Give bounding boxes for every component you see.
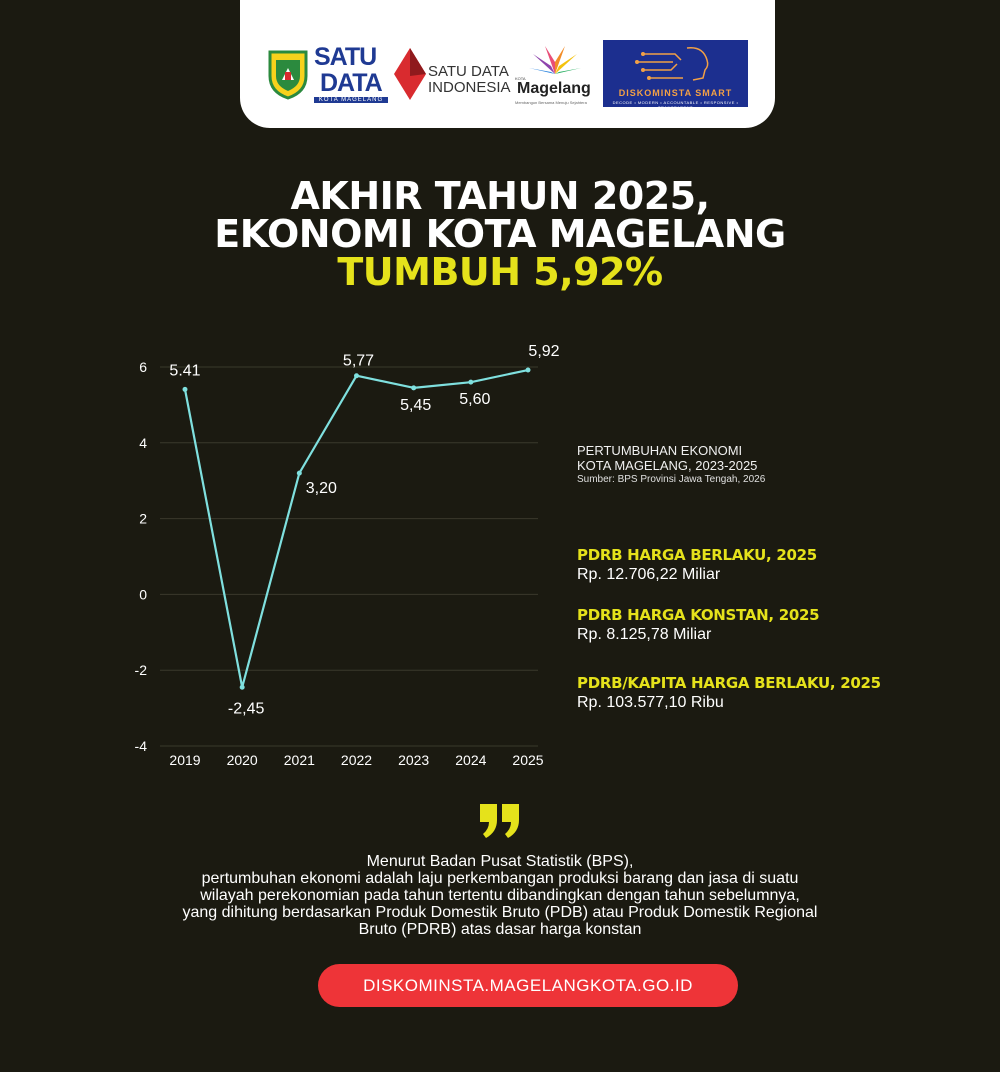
x-tick-label: 2020: [226, 752, 258, 768]
data-label: -2,45: [227, 700, 265, 718]
website-link-button[interactable]: DISKOMINSTA.MAGELANGKOTA.GO.ID: [318, 964, 738, 1007]
x-tick-label: 2023: [398, 752, 430, 768]
definition-line: pertumbuhan ekonomi adalah laju perkembangan produksi barang dan jasa di suatu: [201, 870, 799, 887]
stat-value: Rp. 103.577,10 Ribu: [577, 694, 724, 711]
y-tick-label: 2: [139, 510, 147, 527]
definition-line: Bruto (PDRB) atas dasar harga konstan: [358, 921, 642, 938]
stat-value: Rp. 12.706,22 Miliar: [577, 566, 721, 583]
satu-data-logo-text: SATU DATA: [314, 43, 382, 97]
y-tick-label: -2: [134, 662, 147, 679]
x-tick-label: 2022: [340, 752, 373, 768]
chart-source: Sumber: BPS Provinsi Jawa Tengah, 2026: [577, 474, 766, 485]
magelang-small-label: KOTA: [515, 76, 526, 81]
stat-pdrb-harga-konstan: [577, 606, 977, 644]
x-tick-label: 2019: [169, 752, 201, 768]
stat-label: PDRB/KAPITA HARGA BERLAKU, 2025: [577, 674, 881, 692]
headline-line-3: TUMBUH 5,92%: [337, 250, 663, 294]
data-point: [354, 373, 359, 378]
satu-data-indonesia-logo: [390, 46, 510, 102]
satu-data-logo-subtitle: KOTA MAGELANG: [314, 97, 388, 103]
data-point: [411, 385, 416, 390]
data-label: 5,77: [342, 352, 375, 370]
data-point: [183, 387, 188, 392]
stat-pdrb-per-kapita: [577, 674, 977, 712]
stat-label: PDRB HARGA BERLAKU, 2025: [577, 546, 817, 564]
bps-definition: [120, 853, 880, 938]
diskominsta-logo-tagline: DECODE • MODERN • ACCOUNTABLE • RESPONSIVE • TRANSPARENT: [612, 100, 739, 110]
data-label: 5.41: [169, 362, 201, 380]
x-tick-label: 2024: [455, 752, 487, 768]
data-label: 5,60: [459, 391, 491, 409]
growth-line-chart: [110, 330, 560, 780]
magelang-tagline: Membangun Bersama Menuju Sejahtera: [515, 100, 587, 105]
kota-magelang-crest-logo: [266, 46, 310, 100]
chart-x-axis: [169, 752, 543, 768]
definition-line: wilayah perekonomian pada tahun tertentu dibandingkan dengan tahun sebelumnya,: [200, 887, 800, 904]
data-point: [240, 685, 245, 690]
magelang-flower-icon: [515, 42, 595, 76]
y-tick-label: 4: [139, 434, 147, 451]
x-tick-label: 2025: [512, 752, 544, 768]
satu-data-indonesia-icon: [390, 46, 428, 102]
quote-icon: [478, 800, 522, 840]
chart-title-line-2: KOTA MAGELANG, 2023-2025: [577, 458, 758, 473]
chart-title-line-1: PERTUMBUHAN EKONOMI: [577, 443, 743, 458]
series-line: [185, 370, 528, 687]
magelang-brand-logo: [515, 42, 595, 108]
chart-y-axis: [135, 359, 148, 754]
chart-series: [183, 368, 531, 690]
satu-data-logo: [314, 44, 390, 104]
definition-line: Menurut Badan Pusat Statistik (BPS),: [366, 853, 634, 870]
stat-pdrb-harga-berlaku: [577, 546, 977, 584]
stat-label: PDRB HARGA KONSTAN, 2025: [577, 606, 820, 624]
data-point: [297, 471, 302, 476]
diskominsta-smart-logo: [603, 40, 748, 110]
data-label: 3,20: [305, 480, 337, 498]
stat-value: Rp. 8.125,78 Miliar: [577, 626, 712, 643]
circuit-head-icon: [603, 40, 748, 88]
y-tick-label: -4: [134, 738, 147, 754]
diskominsta-logo-title: DISKOMINSTA SMART: [618, 88, 733, 98]
data-point: [526, 368, 531, 373]
x-tick-label: 2021: [283, 752, 315, 768]
definition-line: yang dihitung berdasarkan Produk Domestik Bruto (PDB) atau Produk Domestik Regional: [182, 904, 818, 921]
headline-line-2: EKONOMI KOTA MAGELANG: [214, 212, 786, 256]
satu-data-indonesia-text: SATU DATA INDONESIA: [428, 63, 511, 96]
headline-line-1: AKHIR TAHUN 2025,: [290, 174, 710, 218]
y-tick-label: 6: [139, 359, 147, 375]
data-label: 5,45: [400, 396, 432, 414]
chart-data-labels: [169, 343, 559, 717]
magelang-logo-text: Magelang: [517, 80, 591, 97]
data-point: [468, 380, 473, 385]
y-tick-label: 0: [139, 586, 147, 603]
chart-description: [577, 443, 957, 487]
data-label: 5,92: [528, 343, 560, 361]
logo-bar: [240, 0, 775, 128]
